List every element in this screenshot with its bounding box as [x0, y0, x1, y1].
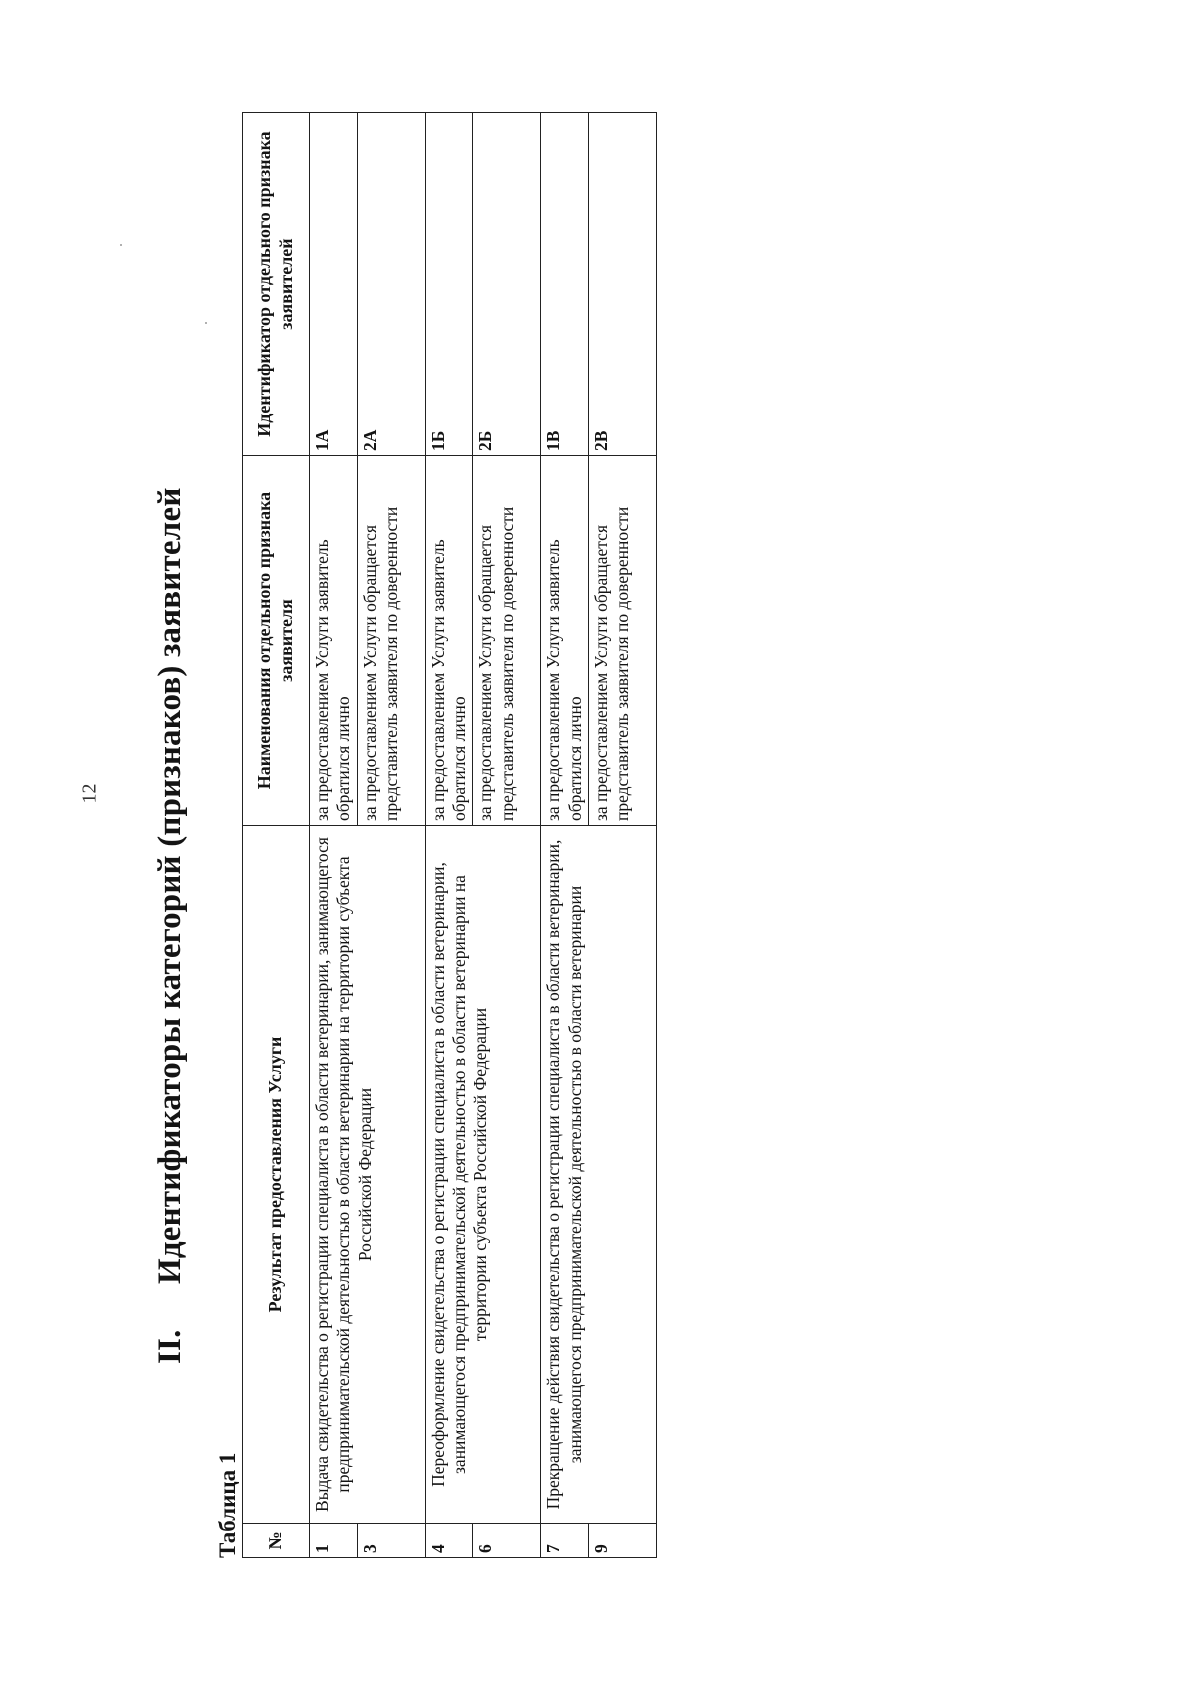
section-number: II.: [152, 1329, 188, 1364]
identifier-cell: 1А: [310, 113, 358, 456]
identifier-cell: 1В: [541, 113, 589, 456]
table-row: [541, 113, 589, 1558]
scan-speck: [120, 244, 122, 246]
row-number: 7: [541, 1524, 589, 1558]
attribute-cell: за предоставлением Услуги обращается представитель заявителя по доверенности: [473, 456, 541, 826]
attribute-cell: за предоставлением Услуги обращается представитель заявителя по доверенности: [357, 456, 425, 826]
identifier-cell: 2Б: [473, 113, 541, 456]
row-number: 9: [589, 1524, 657, 1558]
section-title: Идентификаторы категорий (признаков) заявителей: [152, 487, 188, 1284]
row-number: 3: [357, 1524, 425, 1558]
row-number: 1: [310, 1524, 358, 1558]
attribute-cell: за предоставлением Услуги обращается представитель заявителя по доверенности: [589, 456, 657, 826]
result-cell: Прекращение действия свидетельства о регистрации специалиста в области ветеринарии, занимающегося предпринимательской деятельностью в области ветеринарии: [541, 826, 657, 1524]
section-heading: [152, 487, 189, 1364]
header-num: №: [243, 1524, 310, 1558]
table-row: [425, 113, 473, 1558]
result-cell: Выдача свидетельства о регистрации специалиста в области ветеринарии, занимающегося предпринимательской деятельностью в области ветеринарии на территории субъекта Российской Федерации: [310, 826, 426, 1524]
table-caption: Таблица 1: [215, 1452, 240, 1558]
table-row: [310, 113, 358, 1558]
row-number: 4: [425, 1524, 473, 1558]
row-number: 6: [473, 1524, 541, 1558]
identifier-cell: 2В: [589, 113, 657, 456]
page-number: 12: [78, 783, 101, 804]
header-attribute: Наименования отдельного признака заявителя: [243, 456, 310, 826]
header-result: Результат предоставления Услуги: [243, 826, 310, 1524]
header-identifier: Идентификатор отдельного признака заявителей: [243, 113, 310, 456]
identifier-cell: 1Б: [425, 113, 473, 456]
attribute-cell: за предоставлением Услуги заявитель обратился лично: [310, 456, 358, 826]
table-header-row: [243, 113, 310, 1558]
result-cell: Переоформление свидетельства о регистрации специалиста в области ветеринарии, занимающегося предпринимательской деятельностью в области ветеринарии на территории субъекта Российской Федерации: [425, 826, 541, 1524]
attribute-cell: за предоставлением Услуги заявитель обратился лично: [541, 456, 589, 826]
applicant-categories-table: [242, 112, 657, 1558]
rotated-sheet: [130, 60, 820, 1560]
attribute-cell: за предоставлением Услуги заявитель обратился лично: [425, 456, 473, 826]
identifier-cell: 2А: [357, 113, 425, 456]
